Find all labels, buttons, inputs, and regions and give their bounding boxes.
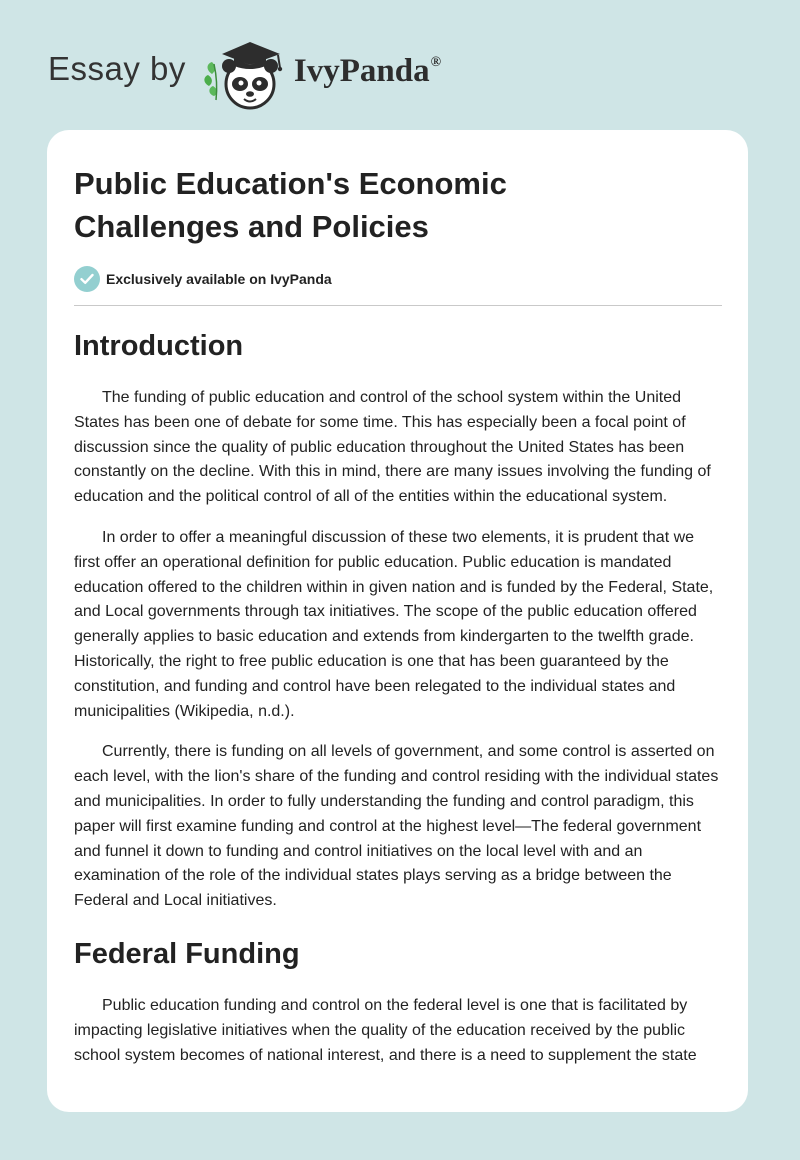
page-title (74, 162, 722, 248)
paragraph: The funding of public education and control of the school system within the United States has been one of debate for some time. This has especially been a focal point of discussion since the quality of public education throughout the United States has been constantly on the decline. With this in mind, there are many issues involving the funding of education and the political control of all of the entities within the educational system. (74, 389, 711, 506)
title-divider (74, 305, 722, 306)
essay-content (74, 162, 722, 1068)
section-heading-federal-funding: Federal Funding (74, 937, 300, 970)
panda-graduation-cap-icon (200, 34, 292, 110)
brand-name[interactable] (294, 53, 441, 90)
paragraph: Currently, there is funding on all levels of government, and some control is asserted on each level, with the lion's share of the funding and control residing with the individual states and municipalities. In order to fully understanding the funding and control paradigm, this paper will first examine funding and control at the highest level—The federal government and funnel it down to funding and control initiatives on the local level with and an examination of the role of the individual states plays serving as a bridge between the Federal and Local initiatives. (74, 743, 719, 910)
registered-mark: ® (430, 54, 442, 70)
section-heading-introduction: Introduction (74, 330, 244, 362)
panda-logo-icon[interactable] (200, 34, 292, 110)
paragraph: Public education funding and control on the federal level is one that is facilitated by impacting legislative initiatives when the quality of the education received by the public school system becomes of national interest, and there is a need to supplement the state (74, 996, 697, 1064)
exclusive-badge (74, 265, 722, 293)
title-line-1: Public Education's Economic (74, 166, 507, 201)
site-header (48, 34, 441, 110)
brand-name-text: IvyPanda (293, 52, 430, 89)
essay-by-label: Essay by (48, 50, 186, 87)
checkmark-icon (74, 266, 100, 292)
ivy-leaf-icon (204, 62, 217, 100)
essay-card (47, 130, 748, 1112)
paragraph: In order to offer a meaningful discussion of these two elements, it is prudent that we first offer an operational definition for public education. Public education is mandated education offered to the children within in given nation and is funded by the Federal, State, and Local governments through tax initiatives. The scope of the public education offered generally applies to basic education and extends from kindergarten to the twelfth grade. Historically, the right to free public education is one that has been guaranteed by the constitution, and funding and control have been relegated to the individual states and municipalities (Wikipedia, n.d.). (74, 528, 714, 720)
exclusive-label: Exclusively available on IvyPanda (106, 271, 332, 287)
title-line-2: Challenges and Policies (74, 209, 429, 244)
